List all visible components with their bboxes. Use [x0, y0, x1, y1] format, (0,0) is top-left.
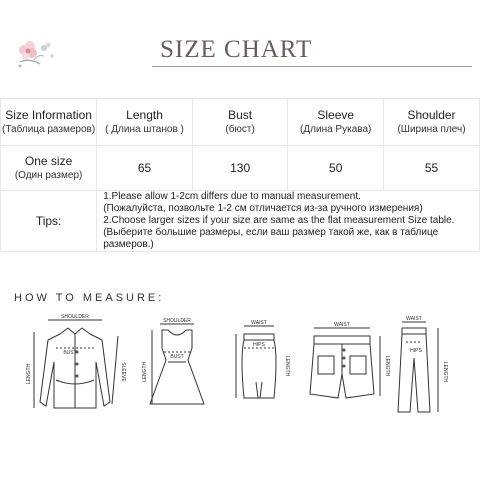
- label-sleeve: SLEEVE: [120, 362, 126, 382]
- tip-line: (Выберите большие размеры, если ваш размер такой же, как в таблице размеров.): [103, 227, 439, 250]
- how-to-measure-heading: HOW TO MEASURE:: [14, 292, 165, 304]
- header-sublabel: (бюст): [225, 124, 255, 135]
- garment-diagrams: [0, 312, 480, 472]
- label-hips: HIPS: [253, 342, 265, 348]
- jacket-icon: [20, 312, 130, 472]
- tip-line: 1.Please allow 1-2cm differs due to manual measurement.: [103, 191, 361, 202]
- tips-row: [1, 191, 480, 252]
- header-label: Bust: [228, 108, 253, 122]
- tip-line: 2.Choose larger sizes if your size are same as the flat measurement Size table.: [103, 215, 455, 226]
- header-size-info: [1, 99, 97, 146]
- shorts-icon: [300, 312, 390, 472]
- flower-icon: [12, 36, 62, 76]
- header-label: Size Information: [5, 108, 92, 122]
- header-sleeve: [288, 99, 384, 146]
- size-label: One size: [24, 154, 73, 168]
- label-bust: BUST: [170, 354, 184, 360]
- label-length: LENGTH: [442, 361, 448, 383]
- tips-text: [97, 191, 480, 252]
- length-value: 65: [97, 146, 193, 191]
- dress-icon: [138, 312, 218, 472]
- header-sublabel: (Ширина плеч): [397, 124, 466, 135]
- header-sublabel: (Длина Рукава): [300, 124, 372, 135]
- page-title: SIZE CHART: [160, 36, 313, 63]
- header-bust: [192, 99, 288, 146]
- table-row: [1, 146, 480, 191]
- header-shoulder: [384, 99, 480, 146]
- header-label: Sleeve: [317, 108, 355, 122]
- label-shoulder: SHOULDER: [61, 314, 89, 320]
- sleeve-value: 50: [288, 146, 384, 191]
- skirt-icon: [228, 312, 298, 472]
- tip-line: (Пожалуйста, позвольте 1-2 см отличается из-за ручного измерения): [103, 203, 423, 214]
- bust-value: 130: [192, 146, 288, 191]
- size-cell: [1, 146, 97, 191]
- size-sublabel: (Один размер): [14, 170, 83, 181]
- label-hips: HIPS: [410, 348, 422, 354]
- header-length: [97, 99, 193, 146]
- label-waist: WAIST: [406, 316, 422, 322]
- title-underline: [152, 66, 472, 67]
- title-banner: [0, 28, 480, 72]
- label-waist: WAIST: [334, 322, 350, 328]
- header-label: Shoulder: [407, 108, 456, 122]
- shoulder-value: 55: [384, 146, 480, 191]
- header-sublabel: ( Длина штанов ): [105, 124, 184, 135]
- label-shoulder: SHOULDER: [163, 318, 191, 324]
- tips-label: Tips:: [1, 191, 97, 252]
- header-label: Length: [126, 108, 163, 122]
- pants-icon: [392, 312, 452, 472]
- label-length: LENGTH: [26, 363, 32, 385]
- size-table: [0, 98, 480, 252]
- label-waist: WAIST: [251, 320, 267, 326]
- label-length: LENGTH: [142, 361, 148, 383]
- label-bust: BUST: [63, 350, 77, 356]
- header-sublabel: (Таблица размеров): [2, 124, 96, 135]
- table-header-row: [1, 99, 480, 146]
- label-length: LENGTH: [384, 355, 390, 377]
- label-length: LENGTH: [284, 355, 290, 377]
